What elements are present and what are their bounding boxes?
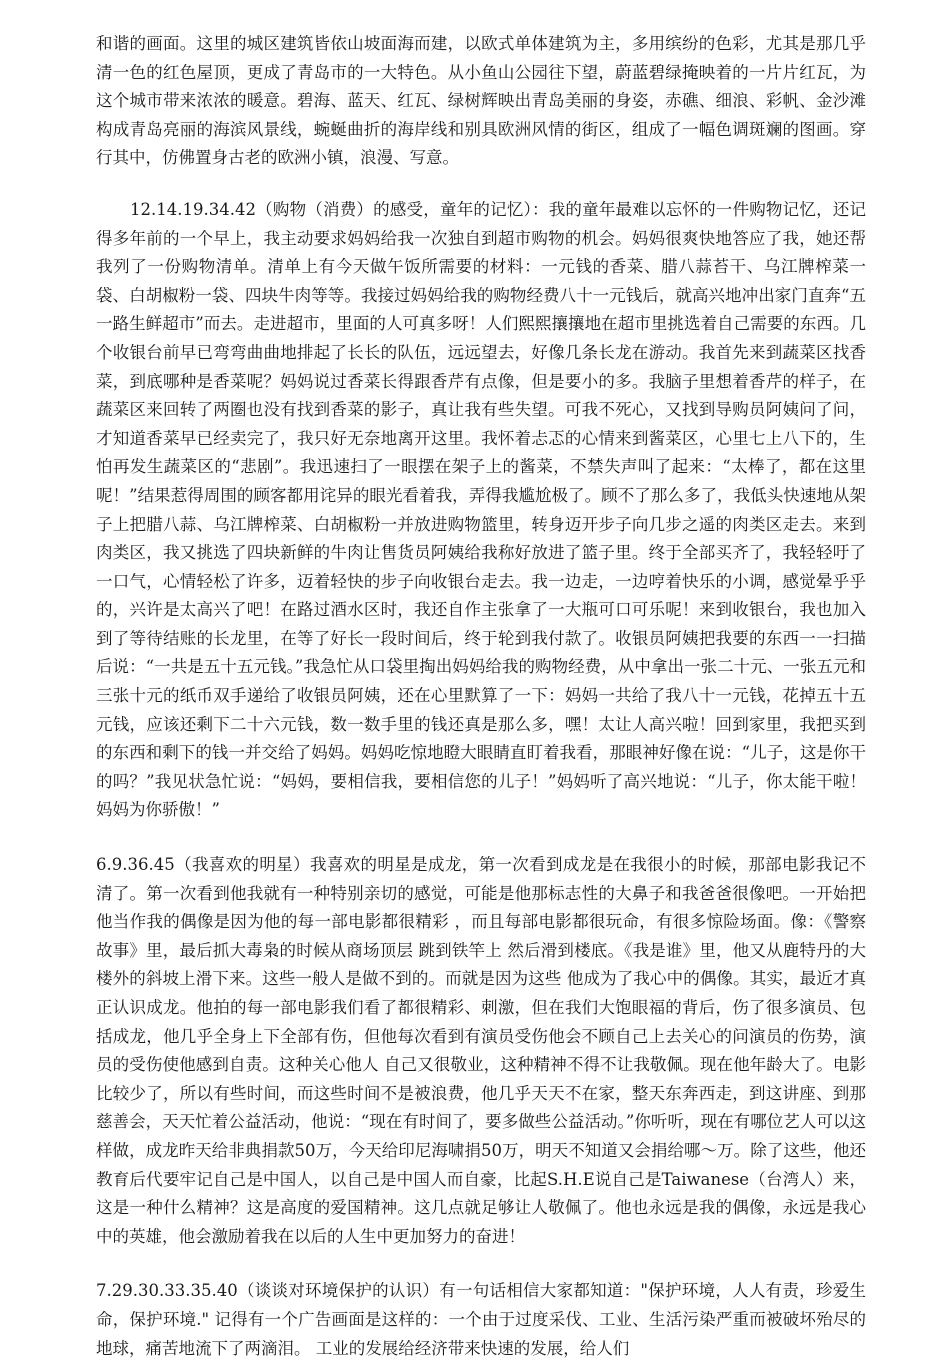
document-page: [96, 30, 866, 1363]
paragraph-qingdao-scenery: 和谐的画面。这里的城区建筑皆依山坡面海而建，以欧式单体建筑为主，多用缤纷的色彩，尤其是那几乎清一色的红色屋顶，更成了青岛市的一大特色。从小鱼山公园往下望，蔚蓝碧绿掩映着的一片片红瓦，为这个城市带来浓浓的暖意。碧海、蓝天、红瓦、绿树辉映出青岛美丽的身姿，赤礁、细浪、彩帆、金沙滩构成青岛亮丽的海滨风景线，蜿蜒曲折的海岸线和别具欧洲风情的街区，组成了一幅色调斑斓的图画。穿行其中，仿佛置身古老的欧洲小镇，浪漫、写意。: [96, 34, 866, 168]
paragraph-shopping-memory: 12.14.19.34.42（购物（消费）的感受，童年的记忆）：我的童年最难以忘怀的一件购物记忆，还记得多年前的一个早上，我主动要求妈妈给我一次独自到超市购物的机会。妈妈很爽快地答应了我，她还帮我列了一份购物清单。清单上有今天做午饭所需要的材料：一元钱的香菜、腊八蒜苔干、乌江牌榨菜一袋、白胡椒粉一袋、四块牛肉等等。我接过妈妈给我的购物经费八十一元钱后，就高兴地冲出家门直奔“五一路生鲜超市”而去。走进超市，里面的人可真多呀！人们熙熙攘攘地在超市里挑选着自己需要的东西。几个收银台前早已弯弯曲曲地排起了长长的队伍，远远望去，好像几条长龙在游动。我首先来到蔬菜区找香菜，到底哪种是香菜呢？妈妈说过香菜长得跟香芹有点像，但是要小的多。我脑子里想着香芹的样子，在蔬菜区来回转了两圈也没有找到香菜的影子，真让我有些失望。可我不死心，又找到导购员阿姨问了问，才知道香菜早已经卖完了，我只好无奈地离开这里。我怀着忐忑的心情来到酱菜区，心里七上八下的，生怕再发生蔬菜区的“悲剧”。我迅速扫了一眼摆在架子上的酱菜，不禁失声叫了起来：“太棒了，都在这里呢！”结果惹得周围的顾客都用诧异的眼光看着我，弄得我尴尬极了。顾不了那么多了，我低头快速地从架子上把腊八蒜、乌江牌榨菜、白胡椒粉一并放进购物篮里，转身迈开步子向几步之遥的肉类区走去。来到肉类区，我又挑选了四块新鲜的牛肉让售货员阿姨给我称好放进了篮子里。终于全部买齐了，我轻轻吁了一口气，心情轻松了许多，迈着轻快的步子向收银台走去。我一边走，一边哼着快乐的小调，感觉晕乎乎的，兴许是太高兴了吧！在路过酒水区时，我还自作主张拿了一大瓶可口可乐呢！来到收银台，我也加入到了等待结账的长龙里，在等了好长一段时间后，终于轮到我付款了。收银员阿姨把我要的东西一一扫描后说：“一共是五十五元钱。”我急忙从口袋里掏出妈妈给我的购物经费，从中拿出一张二十元、一张五元和三张十元的纸币双手递给了收银员阿姨，还在心里默算了一下：妈妈一共给了我八十一元钱，花掉五十五元钱，应该还剩下二十六元钱，数一数手里的钱还真是那么多，嘿！太让人高兴啦！回到家里，我把买到的东西和剩下的钱一并交给了妈妈。妈妈吃惊地瞪大眼睛直盯着我看，那眼神好像在说：“儿子，这是你干的吗？”我见状急忙说：“妈妈，要相信我，要相信您的儿子！”妈妈听了高兴地说：“儿子，你太能干啦！妈妈为你骄傲！”: [96, 199, 866, 820]
paragraph-environment-protection: 7.29.30.33.35.40（谈谈对环境保护的认识）有一句话相信大家都知道："保护环境，人人有责，珍爱生命，保护环境." 记得有一个广告画面是这样的：一个由于过度采伐、工业、生活污染严重而被破坏殆尽的地球，痛苦地流下了两滴泪。 工业的发展给经济带来快速的发展，给人们: [96, 1281, 866, 1358]
paragraph-favorite-star: 6.9.36.45（我喜欢的明星）我喜欢的明星是成龙，第一次看到成龙是在我很小的时候，那部电影我记不清了。第一次看到他我就有一种特别亲切的感觉，可能是他那标志性的大鼻子和我爸爸很像吧。一开始把他当作我的偶像是因为他的每一部电影都很精彩 ，而且每部电影都很玩命，有很多惊险场面。像：《警察故事》里，最后抓大毒枭的时候从商场顶层 跳到铁竿上 然后滑到楼底。《我是谁》里，他又从鹿特丹的大楼外的斜坡上滑下来。这些一般人是做不到的。而就是因为这些 他成为了我心中的偶像。其实，最近才真正认识成龙。他拍的每一部电影我们看了都很精彩、刺激，但在我们大饱眼福的背后，伤了很多演员、包括成龙，他几乎全身上下全部有伤，但他每次看到有演员受伤他会不顾自己上去关心的问演员的伤势，演员的受伤使他感到自责。这种关心他人 自己又很敬业，这种精神不得不让我敬佩。现在他年龄大了。电影比较少了，所以有些时间，而这些时间不是被浪费，他几乎天天不在家，整天东奔西走，到这讲座、到那慈善会，天天忙着公益活动，他说：“现在有时间了，要多做些公益活动。”你听听，现在有哪位艺人可以这样做，成龙昨天给非典捐款50万，今天给印尼海啸捐50万，明天不知道又会捐给哪～万。除了这些，他还教育后代要牢记自己是中国人，以自己是中国人而自豪，比起S.H.E说自己是Taiwanese（台湾人）来，这是一种什么精神？这是高度的爱国精神。这几点就足够让人敬佩了。他也永远是我的偶像，永远是我心中的英雄，他会激励着我在以后的人生中更加努力的奋进！: [96, 855, 866, 1246]
